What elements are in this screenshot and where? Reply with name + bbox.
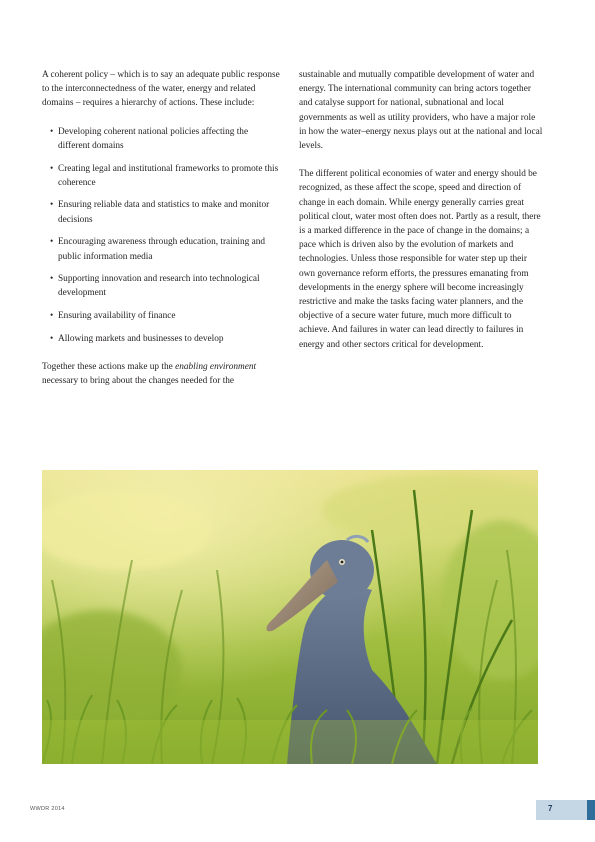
political-economy-paragraph: The different political economies of water and energy should be recognized, as these affect the scope, speed and direction of change in each domain. While energy generally carries great political clout, water most often does not. Partly as a result, there is a marked difference in the pace of change in the domains; a pace which is driven also by the evolution of markets and technologies. Unless those responsible for water step up their own governance reform efforts, the pressures emanating from developments in the energy sphere will become increasingly restrictive and make the tasks facing water planners, and the objective of a secure water future, much more difficult to achieve. And failures in water can lead directly to failures in energy and other sectors critical for development. <box>299 169 541 350</box>
intro-paragraph: A coherent policy – which is to say an adequate public response to the interconnectedness of the water, energy and related domains – requires a hierarchy of actions. These include: <box>42 70 280 109</box>
list-item: • Encouraging awareness through education, training and public information media <box>42 235 282 263</box>
page-number: 7 <box>548 804 553 813</box>
left-column <box>42 68 282 402</box>
list-item: • Developing coherent national policies affecting the different domains <box>42 125 282 153</box>
shoebill-illustration <box>42 470 538 764</box>
list-item: • Ensuring availability of finance <box>42 309 282 323</box>
closing-text-start: Together these actions make up the <box>42 362 176 373</box>
right-column <box>299 68 543 366</box>
list-item: • Supporting innovation and research into technological development <box>42 272 282 300</box>
continuation-paragraph: sustainable and mutually compatible development of water and energy. The international community can bring actors together and catalyse support for national, subnational and local governments as well as utility providers, who have a major role in how the water–energy nexus plays out at the national and local levels. <box>299 70 543 152</box>
page-tab-accent <box>587 800 595 820</box>
publication-label: WWDR 2014 <box>30 806 65 812</box>
page-number-tab <box>536 800 587 820</box>
list-item: • Allowing markets and businesses to develop <box>42 332 282 346</box>
closing-paragraph <box>42 360 282 388</box>
shoebill-photo <box>42 470 538 764</box>
closing-emphasis: enabling environment <box>175 362 257 373</box>
list-item: • Creating legal and institutional frameworks to promote this coherence <box>42 162 282 190</box>
list-item: • Ensuring reliable data and statistics to make and monitor decisions <box>42 198 282 226</box>
closing-text-end: necessary to bring about the changes needed for the <box>42 376 235 387</box>
actions-list <box>42 125 282 346</box>
